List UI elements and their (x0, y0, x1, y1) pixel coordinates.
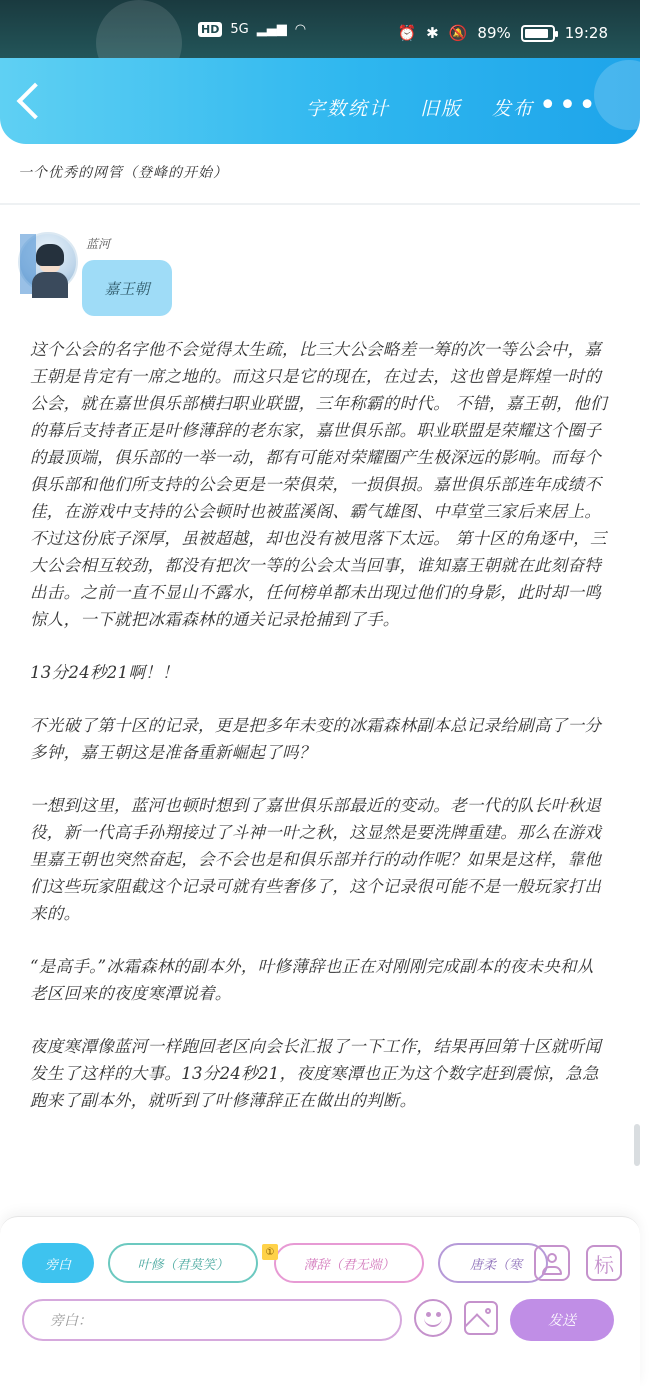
alarm-icon: ⏰ (397, 24, 417, 42)
story-paragraph: 一想到这里，蓝河也顿时想到了嘉世俱乐部最近的变动。老一代的队长叶秋退役，新一代高手孙翔接过了斗神一叶之秋，这显然是要洗牌重建。那么在游戏里嘉王朝也突然奋起，会不会也是和俱乐部并行的动作呢？如果是这样，靠他们这些玩家阻截这个记录可就有些奢侈了，这个记录很可能不是一般玩家打出来的。 (30, 796, 602, 923)
smiley-icon[interactable] (414, 1299, 452, 1337)
scrollbar[interactable] (634, 1124, 640, 1166)
avatar-body (32, 272, 68, 298)
top-header (0, 58, 640, 144)
role-chip-boci[interactable]: 薄辞（君无端） (274, 1243, 424, 1283)
story-text (30, 336, 610, 1140)
role-chip-narrator[interactable]: 旁白 (22, 1243, 94, 1283)
battery-icon (521, 25, 555, 42)
person-icon-head (547, 1253, 557, 1263)
status-left (198, 22, 306, 37)
network-label: 5G (230, 22, 249, 37)
more-horizontal-icon[interactable]: ••• (538, 88, 598, 123)
story-paragraph: 13分24秒21啊！！ (30, 663, 179, 682)
chapter-subtitle: 一个优秀的网管（登峰的开始） (18, 165, 228, 181)
old-version-button[interactable]: 旧版 (419, 98, 462, 120)
message-bubble[interactable]: 嘉王朝 (82, 260, 172, 316)
message-input[interactable]: 旁白： (22, 1299, 402, 1341)
person-icon-shoulders (542, 1266, 562, 1275)
status-right (397, 24, 608, 42)
clock: 19:28 (564, 24, 608, 42)
story-paragraph: “是高手。”冰霜森林的副本外，叶修薄辞也正在对刚刚完成副本的夜未央和从老区回来的夜度寒潭说着。 (30, 957, 594, 1003)
label-button[interactable]: 标 (586, 1245, 622, 1281)
image-icon-sun (485, 1308, 491, 1314)
send-button[interactable]: 发送 (510, 1299, 614, 1341)
signal-icon: ▂▄▆ (256, 22, 287, 37)
sender-name: 蓝河 (86, 237, 111, 251)
decor-bubble (594, 60, 664, 130)
composer-panel (0, 1216, 640, 1386)
hd-badge: HD (198, 22, 222, 37)
battery-percent: 89% (477, 24, 511, 42)
avatar-hair (36, 244, 64, 266)
avatar[interactable] (18, 232, 78, 292)
mute-icon: 🔕 (448, 24, 468, 42)
publish-button[interactable]: 发布 (491, 98, 534, 120)
header-actions (306, 94, 534, 121)
story-paragraph: 这个公会的名字他不会觉得太生疏，比三大公会略差一筹的次一等公会中，嘉王朝是肯定有一席之地的。而这只是它的现在，在过去，这也曾是辉煌一时的公会，就在嘉世俱乐部横扫职业联盟，三年称霸的时代。 不错，嘉王朝，他们的幕后支持者正是叶修薄辞的老东家，嘉世俱乐部。职业联盟是荣耀这个圈子的最顶端，俱乐部的一举一动，都有可能对荣耀圈产生极深远的影响。而每个俱乐部和他们所支持的公会更是一荣俱荣，一损俱损。嘉世俱乐部连年成绩不佳，在游戏中支持的公会顿时也被蓝溪阁、霸气雄图、中草堂三家后来居上。不过这份底子深厚，虽被超越，却也没有被甩落下太远。 第十区的角逐中，三大公会相互较劲，都没有把次一等的公会太当回事，谁知嘉王朝就在此刻奋特出击。之前一直不显山不露水，任何榜单都未出现过他们的身影，此时却一鸣惊人，一下就把冰霜森林的通关记录抢捕到了手。 (30, 340, 607, 629)
back-chevron-left-icon[interactable] (17, 83, 54, 120)
bluetooth-icon: ✱ (426, 24, 439, 42)
role-chip-yexiu[interactable]: 叶修（君莫笑） (108, 1243, 258, 1283)
status-bar (0, 0, 640, 60)
role-chip-tangrou[interactable]: 唐柔（寒 (438, 1243, 548, 1283)
person-icon[interactable] (534, 1245, 570, 1281)
image-icon-mountain (464, 1313, 489, 1338)
role-tag-badge: ① (262, 1244, 278, 1260)
smiley-mouth (424, 1317, 442, 1327)
story-paragraph: 夜度寒潭像蓝河一样跑回老区向会长汇报了一下工作，结果再回第十区就听闻发生了这样的大事。13分24秒21，夜度寒潭也正为这个数字赶到震惊，急急跑来了副本外，就听到了叶修薄辞正在做出的判断。 (30, 1037, 602, 1110)
battery-fill (525, 29, 548, 38)
divider (0, 203, 640, 205)
story-paragraph: 不光破了第十区的记录，更是把多年未变的冰霜森林副本总记录给刷高了一分多钟，嘉王朝这是准备重新崛起了吗？ (30, 716, 602, 762)
image-icon[interactable] (464, 1301, 498, 1335)
wifi-icon: ◠ (294, 22, 307, 37)
word-count-button[interactable]: 字数统计 (305, 98, 390, 120)
